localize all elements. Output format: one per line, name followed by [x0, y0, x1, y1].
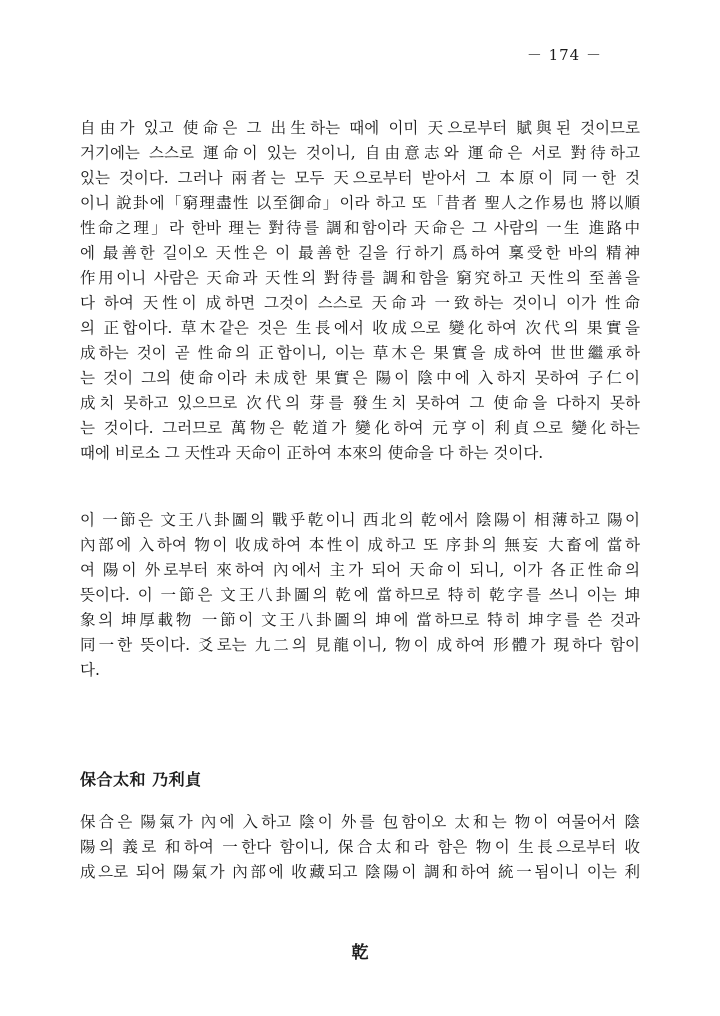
text-line: 여 陽이 外로부터 來하여 內에서 主가 되어 天命이 되니, 이가 各正性命의 — [80, 561, 640, 579]
text-line: 作用이니 사람은 天命과 天性의 對待를 調和함을 窮究하고 天性의 至善을 — [80, 269, 640, 287]
text-line: 成하는 것이 곧 性命의 正합이니, 이는 草木은 果實을 成하여 世世繼承하 — [80, 344, 640, 362]
text-line: 뜻이다. 이 一節은 文王八卦圖의 乾에 當하므로 特히 乾字를 쓰니 이는 坤 — [80, 586, 640, 604]
text-line: 成으로 되어 陽氣가 內部에 收藏되고 陰陽이 調和하여 統一됨이니 이는 利 — [80, 863, 640, 881]
text-line: 性命之理」라 한바 理는 對待를 調和함이라 天命은 그 사람의 一生 進路中 — [80, 219, 640, 237]
text-line: 의 正합이다. 草木같은 것은 生長에서 收成으로 變化하여 次代의 果實을 — [80, 319, 640, 337]
text-line: 있는 것이다. 그러나 兩者는 모두 天으로부터 받아서 그 本原이 同一한 것 — [80, 169, 640, 187]
text-line: 거기에는 스스로 運命이 있는 것이니, 自由意志와 運命은 서로 對待하고 — [80, 144, 640, 162]
text-line: 다. — [80, 661, 100, 679]
text-line: 이니 說卦에「窮理盡性 以至御命」이라 하고 또「昔者 聖人之作易也 將以順 — [80, 194, 640, 212]
section-heading: 保合太和 乃利貞 — [80, 770, 202, 789]
text-line: 는 것이다. 그러므로 萬物은 乾道가 變化하여 元亨이 利貞으로 變化하는 — [80, 419, 640, 437]
text-line: 象의 坤厚載物 一節이 文王八卦圖의 坤에 當하므로 特히 坤字를 쓴 것과 — [80, 611, 640, 629]
text-line: 成치 못하고 있으므로 次代의 芽를 發生치 못하여 그 使命을 다하지 못하 — [80, 394, 640, 412]
text-line: 때에 비로소 그 天性과 天命이 正하여 本來의 使命을 다 하는 것이다. — [80, 444, 544, 462]
text-line: 內部에 入하여 物이 收成하여 本性이 成하고 또 序卦의 無妄 大畜에 當하 — [80, 536, 640, 554]
text-line: 에 最善한 길이오 天性은 이 最善한 길을 行하기 爲하여 稟受한 바의 精神 — [80, 244, 640, 262]
footer-label: 乾 — [351, 943, 369, 963]
text-line: 다 하여 天性이 成하면 그것이 스스로 天命과 一致하는 것이니 이가 性命 — [80, 294, 640, 312]
text-line: 保合은 陽氣가 內에 入하고 陰이 外를 包함이오 太和는 物이 여물어서 陰 — [80, 813, 640, 831]
text-line: 陽의 義로 和하여 一한다 함이니, 保合太和라 함은 物이 生長으로부터 收 — [80, 838, 640, 856]
text-line: 이 一節은 文王八卦圖의 戰乎乾이니 西北의 乾에서 陰陽이 相薄하고 陽이 — [80, 511, 640, 529]
text-line: 는 것이 그의 使命이라 未成한 果實은 陽이 陰中에 入하지 못하여 子仁이 — [80, 369, 640, 387]
text-line: 同一한 뜻이다. 爻로는 九二의 見龍이니, 物이 成하여 形體가 現하다 함이 — [80, 636, 640, 654]
text-line: 自由가 있고 使命은 그 出生하는 때에 이미 天으로부터 賦與된 것이므로 — [80, 119, 640, 137]
page-number: － 174 － — [526, 46, 602, 64]
